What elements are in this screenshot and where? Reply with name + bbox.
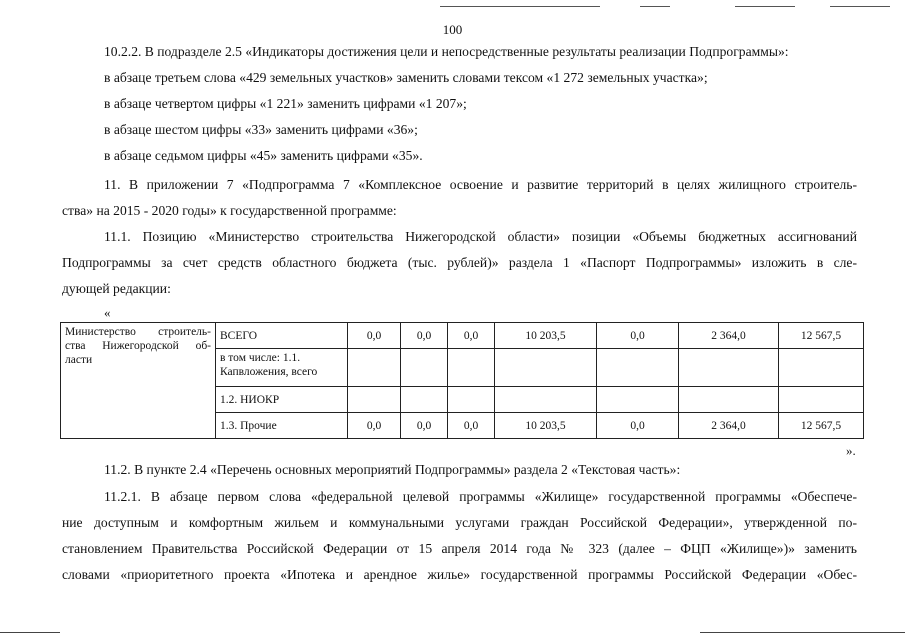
- table-cell: 12 567,5: [779, 413, 864, 439]
- open-quote: «: [104, 305, 111, 320]
- table-cell: [597, 349, 679, 387]
- table-cell: [448, 349, 495, 387]
- close-quote: ».: [846, 443, 856, 458]
- text-line: ние доступным и комфортным жильем и коммунальными услугами граждан Российской Федерации», утвержденной по-: [62, 515, 857, 530]
- text-line: становлением Правительства Российской Федерации от 15 апреля 2014 года № 323 (далее – ФЦП «Жилище»)» заменить: [62, 541, 857, 556]
- row-label: 1.2. НИОКР: [216, 387, 348, 413]
- budget-table: [60, 322, 864, 439]
- row-label: ВСЕГО: [216, 323, 348, 349]
- org-line: ства Нижегородской об-: [65, 340, 211, 352]
- table-cell: [401, 349, 448, 387]
- page-number: 100: [442, 22, 463, 37]
- table-cell: [679, 387, 779, 413]
- table-cell: [679, 349, 779, 387]
- scan-line: [700, 632, 905, 633]
- org-cell: [61, 323, 216, 439]
- scan-line: [640, 6, 670, 7]
- text-line: словами «приоритетного проекта «Ипотека и арендное жилье» государственной программы Российской Федерации «Обес-: [62, 567, 857, 582]
- table-cell: [597, 387, 679, 413]
- list-item: в абзаце шестом цифры «33» заменить цифрами «36»;: [104, 122, 418, 137]
- org-line: Министерство строитель-: [65, 326, 211, 338]
- scan-line: [830, 6, 890, 7]
- list-item: в абзаце четвертом цифры «1 221» заменить цифрами «1 207»;: [104, 96, 467, 111]
- table-cell: 10 203,5: [495, 413, 597, 439]
- list-item: в абзаце седьмом цифры «45» заменить цифрами «35».: [104, 148, 423, 163]
- table-cell: [779, 349, 864, 387]
- text-line: ства» на 2015 - 2020 годы» к государственной программе:: [62, 203, 397, 218]
- table-cell: [779, 387, 864, 413]
- scan-line: [735, 6, 795, 7]
- text-line: дующей редакции:: [62, 281, 171, 296]
- paragraph-10-2-2: 10.2.2. В подразделе 2.5 «Индикаторы достижения цели и непосредственные результаты реализации Подпрограммы»:: [104, 44, 789, 59]
- row-label: в том числе: 1.1. Капвложения, всего: [216, 349, 348, 387]
- table-cell: 0,0: [448, 323, 495, 349]
- text-line: 11.2.1. В абзаце первом слова «федеральной целевой программы «Жилище» государственной программы «Обеспече-: [104, 489, 857, 504]
- table-cell: [448, 387, 495, 413]
- table-cell: 2 364,0: [679, 413, 779, 439]
- table-cell: 0,0: [401, 323, 448, 349]
- paragraph-11-1: [62, 224, 857, 302]
- list-item: в абзаце третьем слова «429 земельных участков» заменить словами тексом «1 272 земельных участка»;: [104, 70, 708, 85]
- table-cell: 0,0: [401, 413, 448, 439]
- text-line: 11. В приложении 7 «Подпрограмма 7 «Комплексное освоение и развитие территорий в целях жилищного строитель-: [104, 177, 857, 192]
- table-cell: 0,0: [597, 323, 679, 349]
- paragraph-11-2-1: [62, 484, 857, 588]
- org-line: ласти: [65, 354, 93, 366]
- table-row: [61, 323, 864, 349]
- table-cell: 12 567,5: [779, 323, 864, 349]
- table-cell: [348, 349, 401, 387]
- table-cell: [495, 387, 597, 413]
- table-cell: 0,0: [597, 413, 679, 439]
- paragraph-11: [62, 172, 857, 224]
- scan-line: [0, 632, 60, 633]
- table-cell: 0,0: [348, 413, 401, 439]
- scan-line: [440, 6, 600, 7]
- table-cell: [348, 387, 401, 413]
- table-cell: [401, 387, 448, 413]
- text-line: Подпрограммы за счет средств областного бюджета (тыс. рублей)» раздела 1 «Паспорт Подпрограммы» изложить в сле-: [62, 255, 857, 270]
- paragraph-11-2: 11.2. В пункте 2.4 «Перечень основных мероприятий Подпрограммы» раздела 2 «Текстовая часть»:: [104, 462, 681, 477]
- text-line: 11.1. Позицию «Министерство строительства Нижегородской области» позиции «Объемы бюджетных ассигнований: [104, 229, 857, 244]
- table-cell: [495, 349, 597, 387]
- table-cell: 0,0: [448, 413, 495, 439]
- table-cell: 0,0: [348, 323, 401, 349]
- table-cell: 2 364,0: [679, 323, 779, 349]
- table-cell: 10 203,5: [495, 323, 597, 349]
- row-label: 1.3. Прочие: [216, 413, 348, 439]
